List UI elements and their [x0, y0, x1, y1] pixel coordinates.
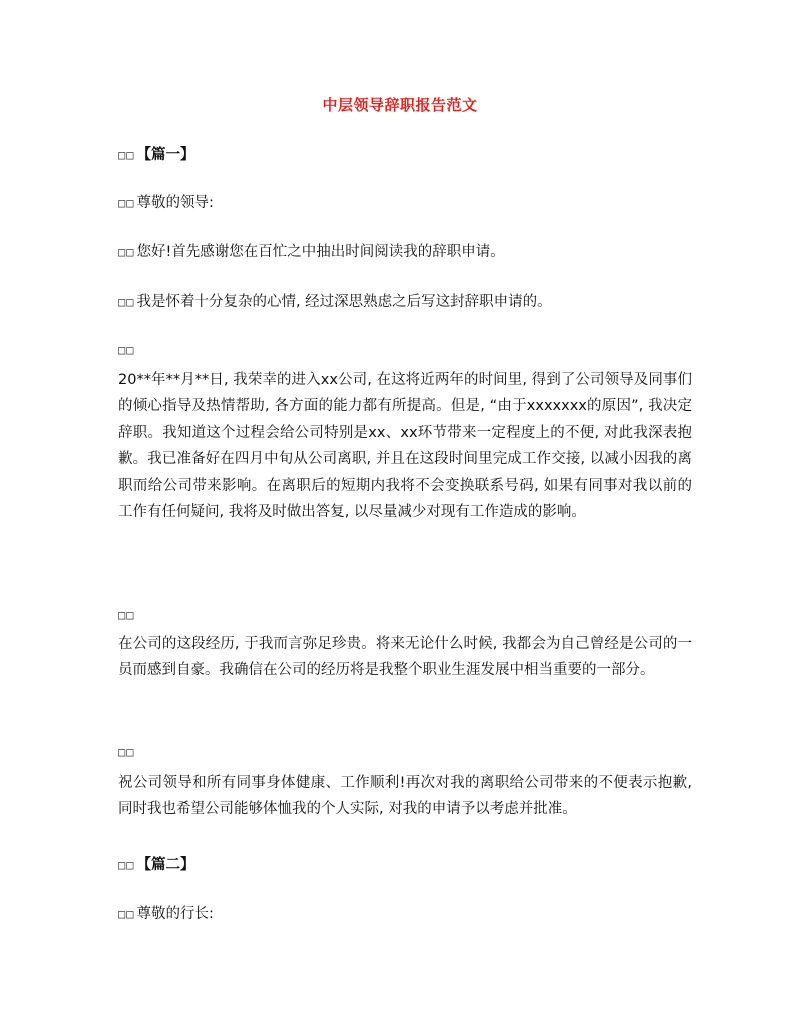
- section-heading-2-text: 【篇二】: [136, 857, 195, 873]
- section-heading-1: [118, 143, 688, 167]
- paragraph-marker: □□: [118, 858, 135, 872]
- paragraph-greeting-text: 您好!首先感谢您在百忙之中抽出时间阅读我的辞职申请。: [136, 244, 505, 260]
- paragraph-experience: 在公司的这段经历, 于我而言弥足珍贵。将来无论什么时候, 我都会为自己曾经是公司的一员而感到自豪。我确信在公司的经历将是我整个职业生涯发展中相当重要的一部分。: [118, 636, 692, 679]
- document-title: 中层领导辞职报告范文: [322, 96, 478, 114]
- paragraph-marker: □□: [118, 295, 135, 309]
- salutation-1: [118, 191, 688, 215]
- paragraph-marker: □□: [118, 196, 135, 210]
- section-heading-1-text: 【篇一】: [136, 147, 195, 163]
- paragraph-marker: □□: [118, 745, 135, 759]
- paragraph-closing: 祝公司领导和所有同事身体健康、工作顺利!再次对我的离职给公司带来的不便表示抱歉, 同时我也希望公司能够体恤我的个人实际, 对我的申请予以考虑并批准。: [118, 775, 692, 818]
- paragraph-marker: □□: [118, 343, 135, 357]
- salutation-2-text: 尊敬的行长:: [136, 906, 214, 922]
- paragraph-feelings: [118, 290, 688, 314]
- paragraph-marker: □□: [118, 148, 135, 162]
- paragraph-feelings-text: 我是怀着十分复杂的心情, 经过深思熟虑之后写这封辞职申请的。: [136, 294, 552, 310]
- paragraph-greeting: [118, 240, 688, 264]
- paragraph-marker: □□: [118, 907, 135, 921]
- paragraph-marker: □□: [118, 608, 135, 622]
- salutation-1-text: 尊敬的领导:: [136, 195, 214, 211]
- section-heading-2: [118, 853, 688, 877]
- paragraph-body-main: 20**年**月**日, 我荣幸的进入xx公司, 在这将近两年的时间里, 得到了公司领导及同事们的倾心指导及热情帮助, 各方面的能力都有所提高。但是, “由于xxxxxxx的原因”, 我决定辞职。我知道这个过程会给公司特别是xx、xx环节带来一定程度上的不便, 对此我深表抱歉。我已准备好在四月中旬从公司离职, 并且在这段时间里完成工作交接, 以减小因我的离职而给公司带来影响。在离职后的短期内我将不会变换联系号码, 如果有同事对我以前的工作有任何疑问, 我将及时做出答复, 以尽量减少对现有工作造成的影响。: [118, 372, 692, 521]
- paragraph-marker: □□: [118, 245, 135, 259]
- salutation-2: [118, 902, 688, 926]
